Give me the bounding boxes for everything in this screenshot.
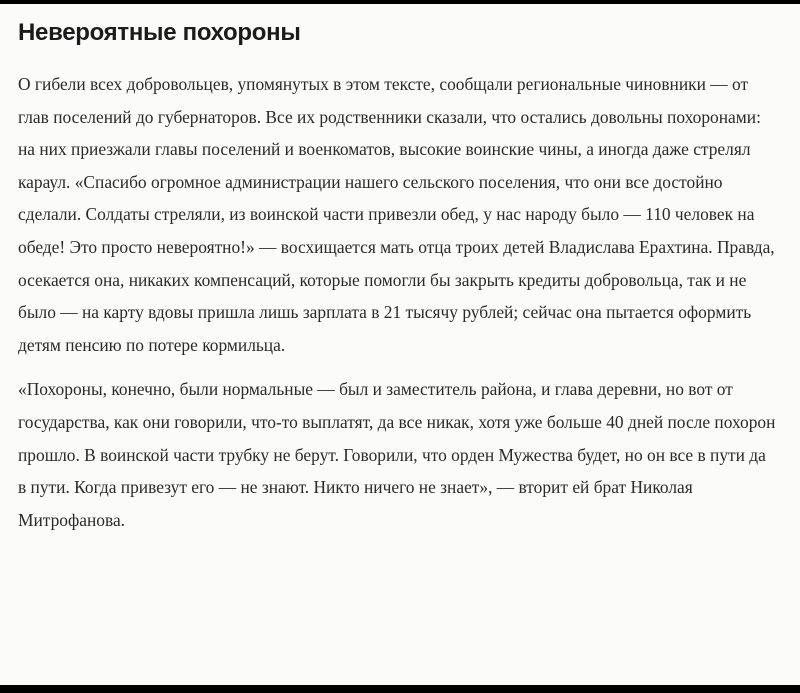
article-paragraph-2: «Похороны, конечно, были нормальные — был и заместитель района, и глава деревни, но вот от государства, как они говорили, что-то выплатят, да все никак, хотя уже больше 40 дней после похорон прошло. В воинской части трубку не берут. Говорили, что орден Мужества будет, но он все в пути да в пути. Когда привезут его — не знают. Никто ничего не знает», — вторит ей брат Николая Митрофанова. xyxy=(18,379,776,530)
article-page xyxy=(0,4,800,685)
article-paragraph-1: О гибели всех добровольцев, упомянутых в этом тексте, сообщали региональные чиновники — от глав поселений до губернаторов. Все их родственники сказали, что остались довольны похоронами: на них приезжали главы поселений и военкоматов, высокие воинские чины, а иногда даже стрелял караул. «Спасибо огромное администрации нашего сельского поселения, что они все достойно сделали. Солдаты стреляли, из воинской части привезли обед, у нас народу было — 110 человек на обеде! Это просто невероятно!» — восхищается мать отца троих детей Владислава Ерахтина. Правда, осекается она, никаких компенсаций, которые помогли бы закрыть кредиты добровольца, так и не было — на карту вдовы пришла лишь зарплата в 21 тысячу рублей; сейчас она пытается оформить детям пенсию по потере кормильца. xyxy=(18,74,775,355)
article-title: Невероятные похороны xyxy=(18,19,301,46)
